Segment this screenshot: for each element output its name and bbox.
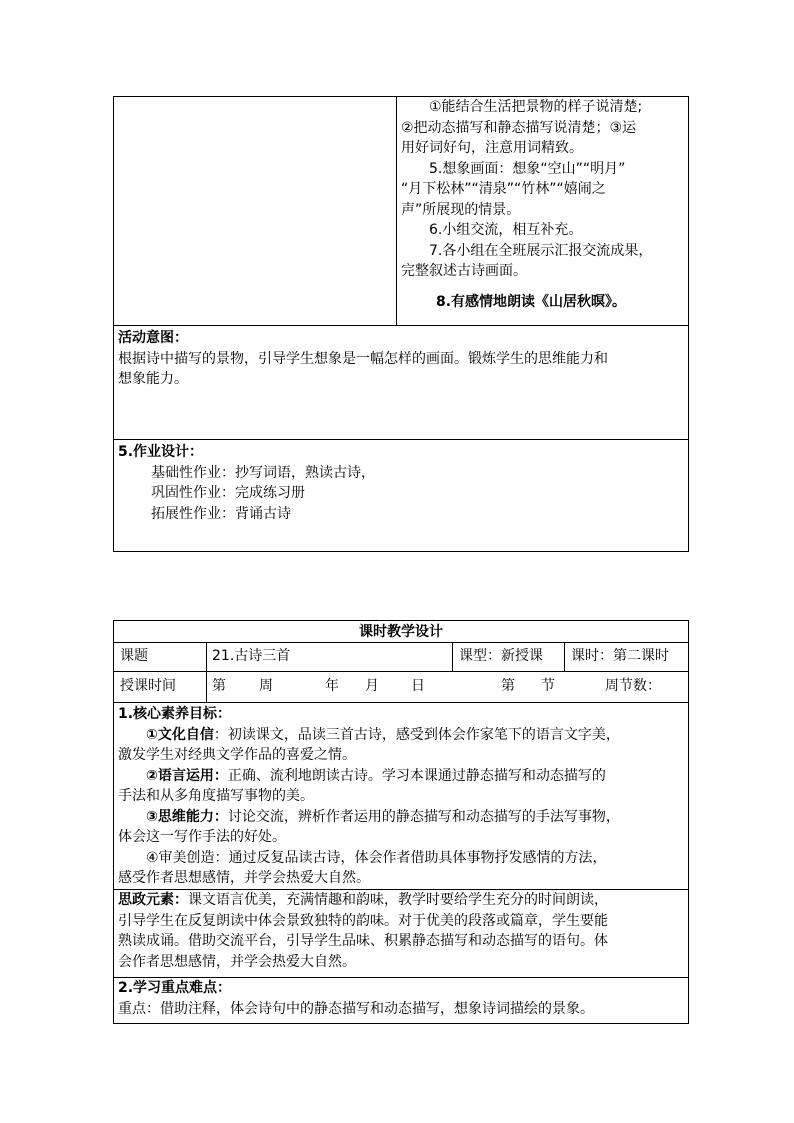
lesson-table-divider-title xyxy=(113,642,689,643)
key-points-heading: 2.学习重点难点： xyxy=(118,980,232,996)
lesson-table-divider-row2 xyxy=(113,702,689,703)
goal-3-text: 讨论交流，辨析作者运用的静态描写和动态描写的手法写事物， xyxy=(227,808,620,825)
lesson-type: 课型：新授课 xyxy=(459,648,543,664)
ideology-text: 会作者思想感情，并学会热爱大自然。 xyxy=(118,953,356,970)
goal-1-text: ：初读课文，品读三首古诗，感受到体会作家笔下的语言文字美， xyxy=(213,726,620,743)
activity-intent-heading: 活动意图： xyxy=(118,330,188,346)
key-points-text: 重点：借助注释，体会诗句中的静态描写和动态描写，想象诗词描绘的景象。 xyxy=(118,1000,594,1017)
lesson-table-col-divider-1 xyxy=(206,642,207,702)
day-label: 日 xyxy=(411,678,425,694)
period-suffix: 节 xyxy=(541,678,555,694)
goal-2-text: 正确、流利地朗读古诗。学习本课通过静态描写和动态描写的 xyxy=(227,767,606,784)
year-label: 年 xyxy=(325,678,339,694)
activity-table-divider-2 xyxy=(113,439,689,440)
ideology-text: 引导学生在反复朗读中体会景致独特的韵味。对于优美的段落或篇章，学生要能 xyxy=(118,912,608,929)
goal-4-text: ④审美创造：通过反复品读古诗，体会作者借助具体事物抒发感情的方法， xyxy=(146,849,607,866)
lesson-table-title: 课时教学设计 xyxy=(359,624,443,640)
week-prefix: 第 xyxy=(212,678,226,694)
intent-line: 想象能力。 xyxy=(118,371,188,387)
step-line: 5.想象画面：想象“空山”“明月” xyxy=(429,160,626,177)
weekly-periods-label: 周节数： xyxy=(605,678,661,694)
goal-3-label: ③思维能力： xyxy=(146,808,228,825)
activity-table-column-divider xyxy=(396,96,397,325)
ideology-text: 熟读成诵。借助交流平台，引导学生品味、积累静态描写和动态描写的语句。体 xyxy=(118,933,608,949)
topic-label: 课题 xyxy=(120,648,148,664)
core-goals-heading: 1.核心素养目标： xyxy=(118,706,232,722)
lesson-table-divider-row1 xyxy=(113,671,689,672)
goal-3-text: 体会这一写作手法的好处。 xyxy=(118,829,286,845)
core-goals-cell xyxy=(118,704,688,889)
goal-2-label: ②语言运用： xyxy=(146,767,228,784)
week-suffix: 周 xyxy=(259,678,273,694)
ideology-text: 课文语言优美，充满情趣和韵味，教学时要给学生充分的时间朗读， xyxy=(188,892,608,908)
month-label: 月 xyxy=(365,678,379,694)
teaching-steps-cell xyxy=(401,97,691,312)
ideology-cell xyxy=(118,890,688,972)
activity-intent-cell xyxy=(118,328,688,390)
step-line: 用好词好句，注意用词精致。 xyxy=(401,140,583,156)
activity-table-divider-1 xyxy=(113,325,689,326)
homework-heading: 5.作业设计： xyxy=(118,444,204,460)
homework-item: 基础性作业：抄写词语，熟读古诗， xyxy=(151,464,375,481)
topic-value: 21.古诗三首 xyxy=(212,648,291,664)
homework-item: 巩固性作业：完成练习册 xyxy=(151,485,305,501)
period-prefix: 第 xyxy=(501,678,515,694)
lesson-table-col-divider-3 xyxy=(564,642,565,671)
intent-line: 根据诗中描写的景物，引导学生想象是一幅怎样的画面。锻炼学生的思维能力和 xyxy=(118,350,608,367)
step-line: ②把动态描写和静态描写说清楚；③运 xyxy=(401,119,637,136)
ideology-label: 思政元素： xyxy=(118,892,188,908)
lesson-table-col-divider-2 xyxy=(452,642,453,671)
goal-1-text: 激发学生对经典文学作品的喜爱之情。 xyxy=(118,747,356,763)
goal-4-text: 感受作者思想感情，并学会热爱大自然。 xyxy=(118,870,370,886)
step-line: 6.小组交流，相互补充。 xyxy=(429,222,583,238)
goal-2-text: 手法和从多角度描写事物的美。 xyxy=(118,788,314,804)
step-line: “月下松林”“清泉”“竹林”“嬉闹之 xyxy=(401,181,606,197)
homework-item: 拓展性作业：背诵古诗 xyxy=(151,505,291,522)
step-line: 声”所展现的情景。 xyxy=(401,201,521,218)
goal-1-label: ①文化自信 xyxy=(146,726,214,743)
step-line-bold: 8.有感情地朗读《山居秋暝》。 xyxy=(436,293,627,310)
key-points-cell xyxy=(118,978,688,1019)
step-line: 7.各小组在全班展示汇报交流成果， xyxy=(429,242,653,259)
step-line: 完整叙述古诗画面。 xyxy=(401,263,527,279)
homework-cell xyxy=(118,442,688,524)
lesson-period: 课时：第二课时 xyxy=(571,648,669,664)
step-line: ①能结合生活把景物的样子说清楚; xyxy=(429,99,643,115)
teaching-time-label: 授课时间 xyxy=(120,678,176,694)
